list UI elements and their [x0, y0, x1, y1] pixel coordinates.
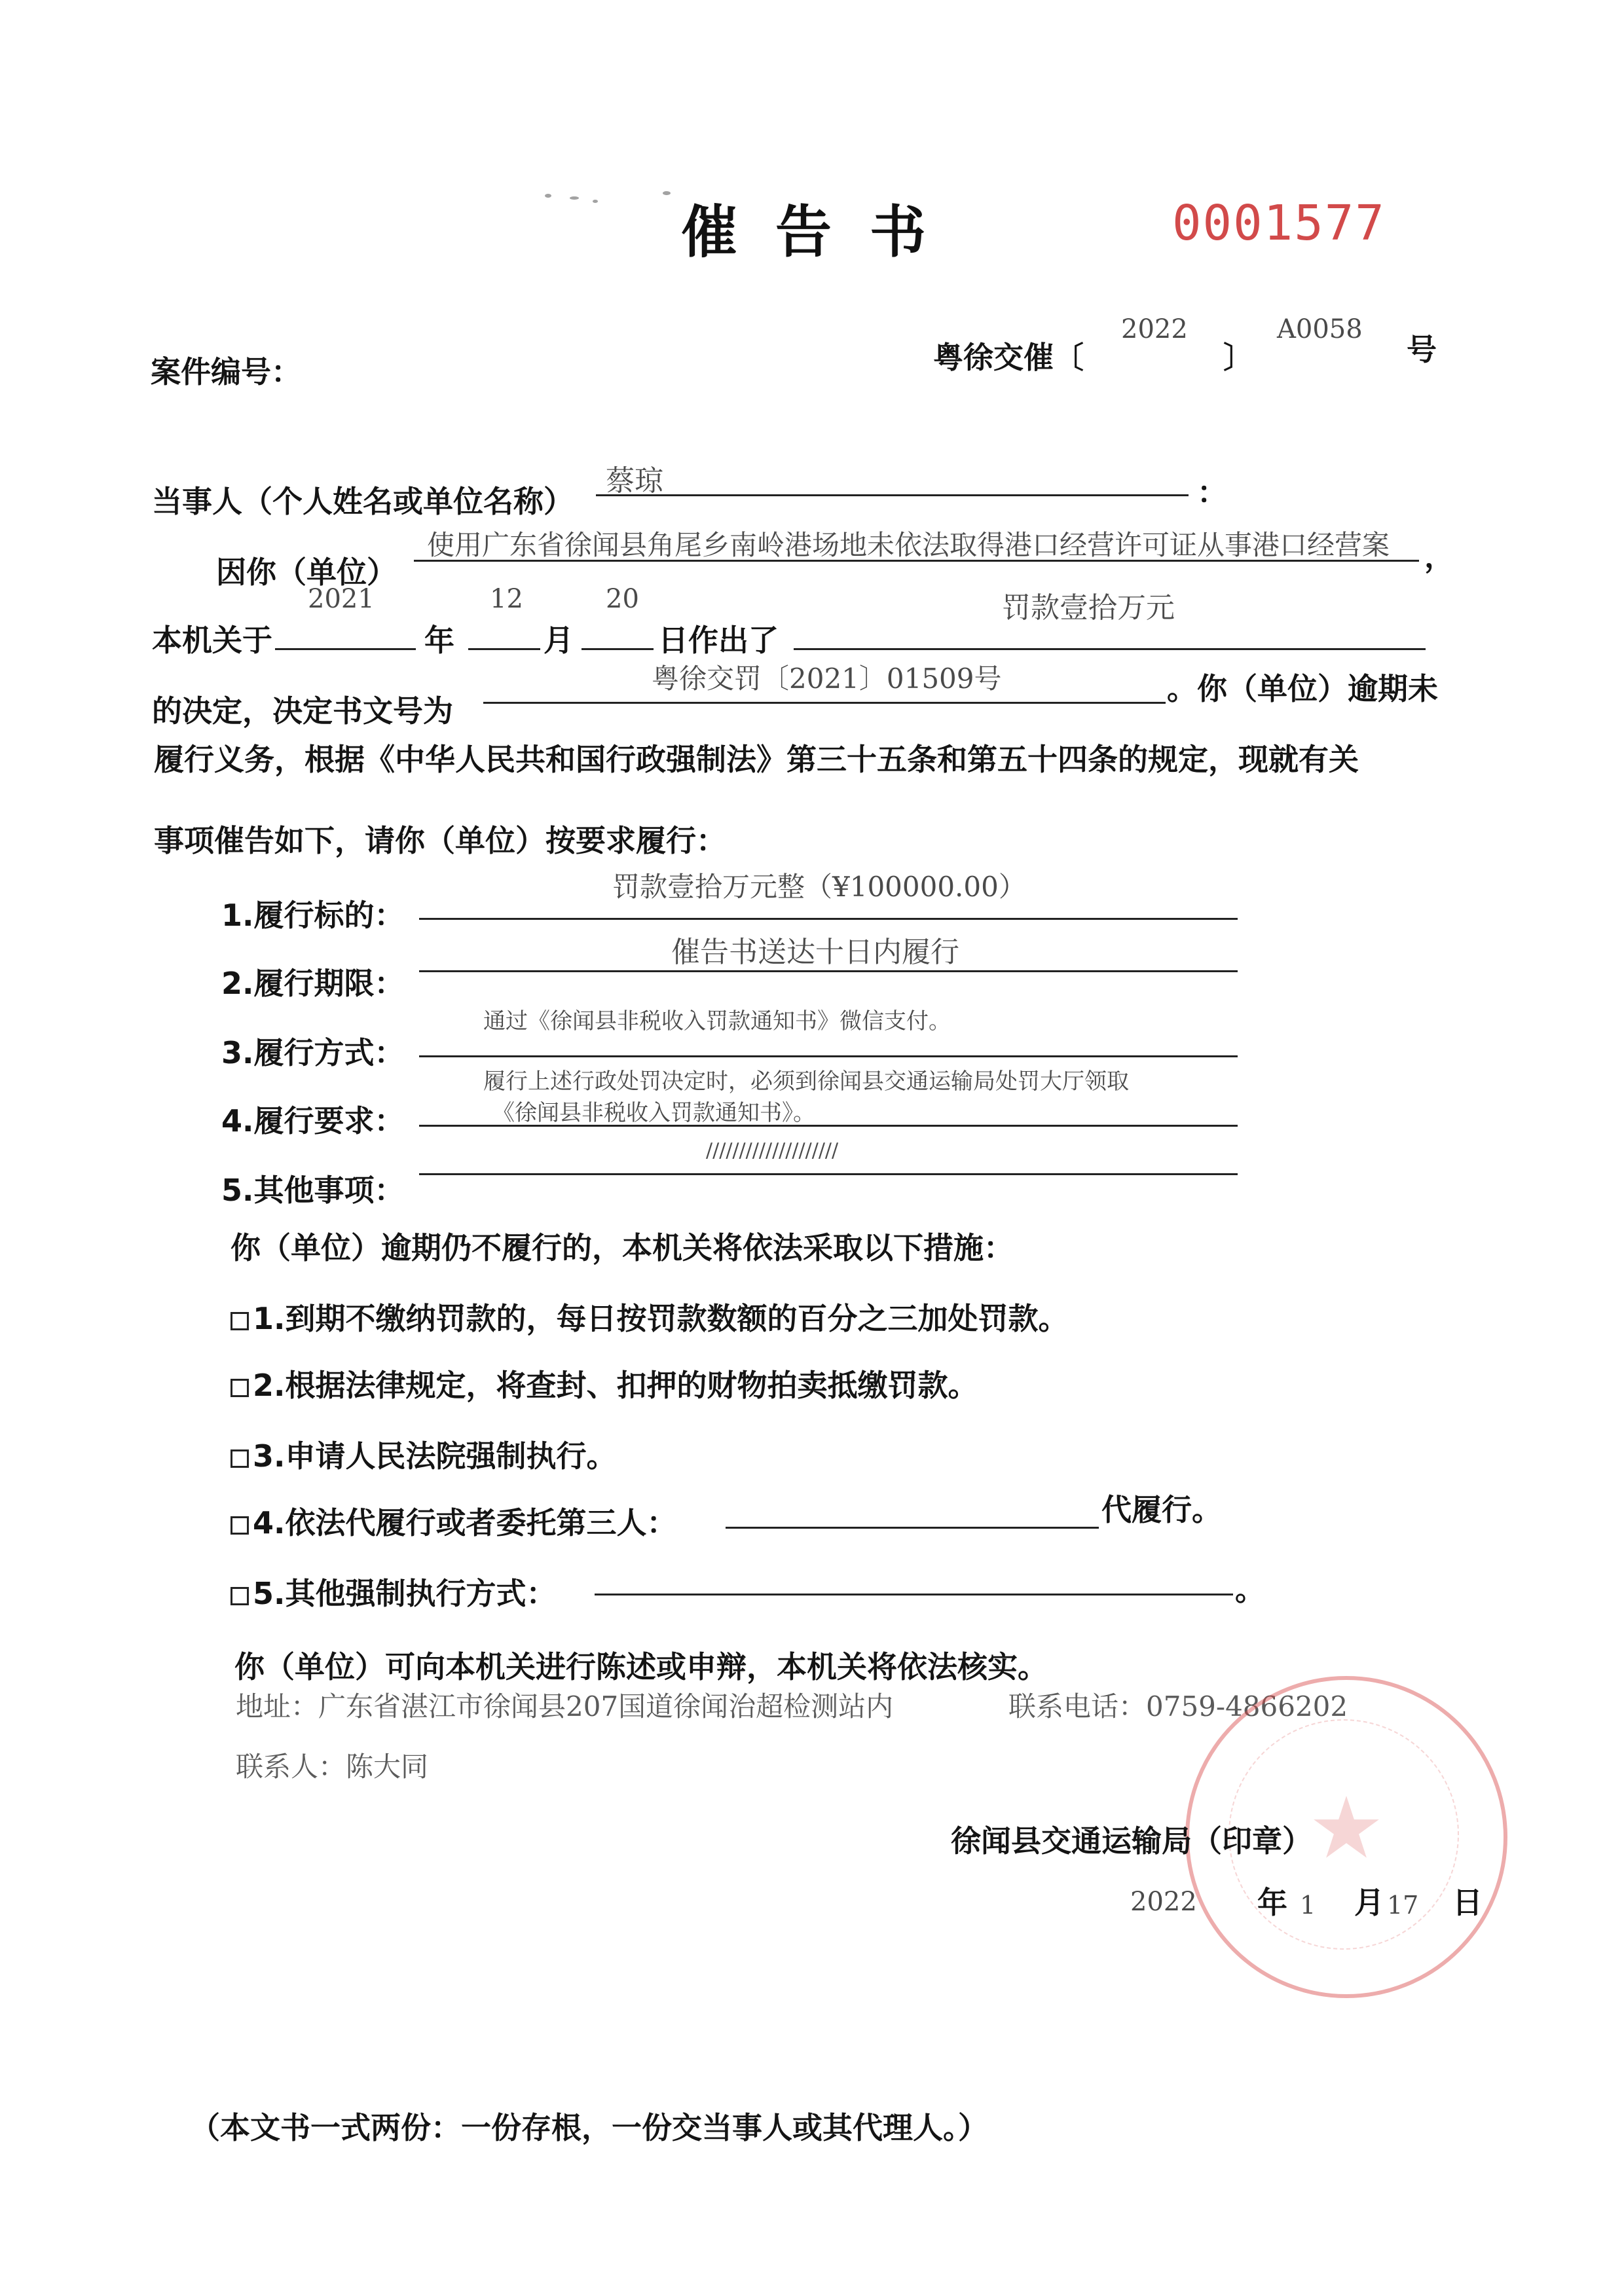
cause-underline: [414, 560, 1419, 562]
decision-doc-number: 粤徐交罚〔2021〕01509号: [652, 663, 1002, 695]
footer-note: （本文书一式两份：一份存根，一份交当事人或其代理人。）: [190, 2110, 988, 2145]
measure-checkbox-1[interactable]: [231, 1312, 249, 1330]
case-number-suffix: 号: [1407, 332, 1437, 367]
decision-content: 罚款壹拾万元: [1002, 591, 1175, 625]
decision-doc-underline: [483, 702, 1166, 704]
signature-day-unit: 日: [1452, 1885, 1483, 1920]
item-5-label: 5.其他事项：: [221, 1173, 405, 1208]
body-line-2: 事项催告如下，请你（单位）按要求履行：: [154, 823, 726, 858]
measures-intro: 你（单位）逾期仍不履行的，本机关将依法采取以下措施：: [231, 1230, 1014, 1266]
decision-day-underline: [581, 648, 654, 650]
decision-doc-label: 的决定，决定书文号为: [152, 693, 453, 729]
cause-text: 使用广东省徐闻县角尾乡南岭港场地未依法取得港口经营许可证从事港口经营案: [427, 529, 1390, 561]
contact-phone: 联系电话：0759-4866202: [1008, 1690, 1348, 1722]
item-2-underline: [419, 970, 1238, 972]
item-1-underline: [419, 918, 1238, 920]
decision-label: 本机关于: [152, 623, 272, 658]
item-1-value: 罚款壹拾万元整（¥100000.00）: [612, 871, 1026, 903]
measure-option-5-suffix: 。: [1235, 1572, 1265, 1607]
measure-option-1[interactable]: [231, 1295, 1068, 1338]
item-4-label: 4.履行要求：: [221, 1103, 405, 1139]
measure-option-4-text: 4.依法代履行或者委托第三人：: [253, 1505, 677, 1540]
signature-year-unit: 年: [1257, 1885, 1287, 1920]
decision-year: 2021: [308, 584, 375, 614]
measure-option-4[interactable]: [231, 1499, 676, 1542]
item-3-label: 3.履行方式：: [221, 1035, 405, 1070]
party-underline: [596, 494, 1189, 496]
serial-number: 0001577: [1172, 195, 1386, 251]
measure-option-5[interactable]: [231, 1570, 556, 1613]
decision-year-unit: 年: [424, 623, 454, 658]
item-3-underline: [419, 1055, 1238, 1057]
measure-option-2[interactable]: [231, 1362, 978, 1405]
item-3-value: 通过《徐闻县非税收入罚款通知书》微信支付。: [483, 1008, 951, 1034]
decision-month-unit: 月: [544, 623, 574, 658]
case-code: A0058: [1277, 314, 1363, 344]
signature-year: 2022: [1130, 1887, 1197, 1917]
case-bracket-close: 〕: [1223, 340, 1253, 375]
party-colon: ：: [1197, 475, 1227, 510]
decision-year-underline: [275, 648, 416, 650]
item-2-value: 催告书送达十日内履行: [671, 936, 959, 969]
decision-month-underline: [468, 648, 540, 650]
item-2-label: 2.履行期限：: [221, 966, 405, 1001]
party-name: 蔡琼: [606, 464, 663, 498]
document-title: 催告书: [681, 199, 964, 265]
signing-agency: 徐闻县交通运输局（印章）: [951, 1823, 1312, 1859]
cause-comma: ，: [1424, 539, 1454, 574]
item-4-value-line2: 《徐闻县非税收入罚款通知书》。: [492, 1100, 815, 1126]
measure-option-4-suffix: 代履行。: [1101, 1492, 1222, 1527]
seal-star-icon: ★: [1308, 1778, 1385, 1878]
scan-smudge: [545, 194, 551, 198]
contact-person: 联系人：陈大同: [236, 1751, 429, 1783]
party-label: 当事人（个人姓名或单位名称）: [152, 484, 574, 519]
contact-address: 地址：广东省湛江市徐闻县207国道徐闻治超检测站内: [236, 1690, 894, 1722]
measure-checkbox-3[interactable]: [231, 1449, 249, 1468]
signature-month: 1: [1300, 1891, 1316, 1920]
statement: 你（单位）可向本机关进行陈述或申辩，本机关将依法核实。: [234, 1649, 1048, 1685]
measure-option-5-underline: [595, 1594, 1233, 1595]
decision-day: 20: [606, 584, 639, 614]
measure-option-3-text: 3.申请人民法院强制执行。: [253, 1438, 617, 1474]
measure-checkbox-2[interactable]: [231, 1379, 249, 1397]
case-number-prefix: 粤徐交催〔: [933, 340, 1084, 375]
item-1-label: 1.履行标的：: [221, 898, 405, 933]
body-line-1: 履行义务，根据《中华人民共和国行政强制法》第三十五条和第五十四条的规定，现就有关: [154, 742, 1359, 777]
signature-month-unit: 月: [1354, 1885, 1384, 1920]
item-5-underline: [419, 1173, 1238, 1175]
decision-month: 12: [490, 584, 523, 614]
scan-smudge: [663, 191, 671, 195]
measure-option-5-text: 5.其他强制执行方式：: [253, 1576, 557, 1611]
case-year: 2022: [1121, 314, 1188, 344]
item-4-value: 履行上述行政处罚决定时，必须到徐闻县交通运输局处罚大厅领取: [483, 1068, 1129, 1095]
measure-checkbox-4[interactable]: [231, 1516, 249, 1535]
measure-option-3[interactable]: [231, 1432, 616, 1476]
measure-option-2-text: 2.根据法律规定，将查封、扣押的财物拍卖抵缴罚款。: [253, 1368, 978, 1403]
signature-day: 17: [1387, 1891, 1419, 1920]
item-4-underline: [419, 1125, 1238, 1127]
decision-day-unit: 日作出了: [658, 623, 779, 658]
measure-option-1-text: 1.到期不缴纳罚款的，每日按罚款数额的百分之三加处罚款。: [253, 1301, 1069, 1336]
measure-checkbox-5[interactable]: [231, 1587, 249, 1605]
scan-smudge: [593, 200, 598, 203]
scan-smudge: [570, 196, 579, 200]
cause-label: 因你（单位）: [216, 555, 397, 590]
measure-option-4-underline: [726, 1527, 1099, 1529]
case-number-label: 案件编号：: [151, 354, 301, 390]
decision-content-underline: [794, 648, 1426, 650]
item-5-value: ////////////////////: [706, 1139, 839, 1162]
overdue-text: 。你（单位）逾期未: [1167, 671, 1438, 706]
